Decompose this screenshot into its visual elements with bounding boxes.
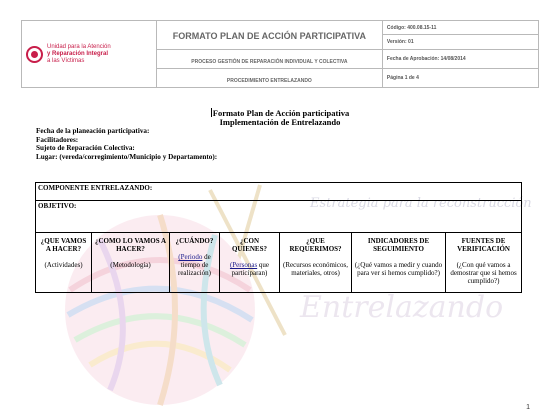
col-que-hacer[interactable]: ¿QUE VAMOS A HACER? (Actividades) [36,233,92,293]
watermark-tagline: Estrategia para la reconstrucción [310,196,532,211]
logo-text: Unidad para la Atención y Reparación Integral a las Víctimas [47,43,111,64]
process-cell [156,50,382,69]
watermark-brand: Entrelazando [300,290,504,325]
approval-cell [382,50,538,69]
document-subtitle: Implementación de Entrelazando [219,117,341,127]
document-header [21,20,539,88]
page-cell [382,69,538,88]
col-cuando[interactable]: ¿CUÁNDO? (Periodo de tiempo de realización) [170,233,220,293]
approval-date: Fecha de Aprobación: 14/08/2014 [386,56,466,62]
logo-cell [22,21,157,88]
action-plan-table [35,182,522,293]
coat-of-arms-icon [26,46,43,63]
format-title: FORMATO PLAN DE ACCIÓN PARTICIPATIVA [172,31,366,41]
col-como-hacer[interactable]: ¿COMO LO VAMOS A HACER? (Metodología) [92,233,170,293]
component-row[interactable]: COMPONENTE ENTRELAZANDO: [36,183,522,201]
unidad-victimas-logo [26,44,152,65]
col-indicadores[interactable]: INDICADORES DE SEGUIMIENTO (¿Qué vamos a medir y cuando para ver si hemos cumplido?) [352,233,446,293]
format-title-cell [156,21,382,50]
code-cell [382,21,538,35]
text-cursor [211,108,212,117]
column-header-row [36,233,522,293]
document-version: Versión: 01 [386,39,414,45]
objective-row[interactable]: OBJETIVO: [36,201,522,233]
document-title: Formato Plan de Acción participativa [212,108,350,118]
page-number: 1 [526,404,530,411]
version-cell [382,35,538,50]
col-que-requerimos[interactable]: ¿QUE REQUERIMOS? (Recursos económicos, materiales, otros) [280,233,352,293]
field-facilitadores[interactable]: Facilitadores: [36,135,79,144]
procedure-cell [156,69,382,88]
procedure-name: PROCEDIMIENTO ENTRELAZANDO [226,78,312,84]
col-fuentes[interactable]: FUENTES DE VERIFICACIÓN (¿Con qué vamos a demostrar que si hemos cumplido?) [446,233,522,293]
field-sujeto[interactable]: Sujeto de Reparación Colectiva: [36,144,135,153]
field-fecha[interactable]: Fecha de la planeación participativa: [36,127,150,135]
field-lugar[interactable]: Lugar: (vereda/corregimiento/Municipio y Departamento): [36,152,218,161]
document-code: Código: 400.08.15-11 [386,24,437,31]
planning-fields [36,127,217,161]
process-name: PROCESO GESTIÓN DE REPARACIÓN INDIVIDUAL Y COLECTIVA [191,59,348,65]
col-con-quienes[interactable]: ¿CON QUIENES? (Personas que participaran) [220,233,280,293]
page-info: Página 1 de 4 [386,75,419,81]
